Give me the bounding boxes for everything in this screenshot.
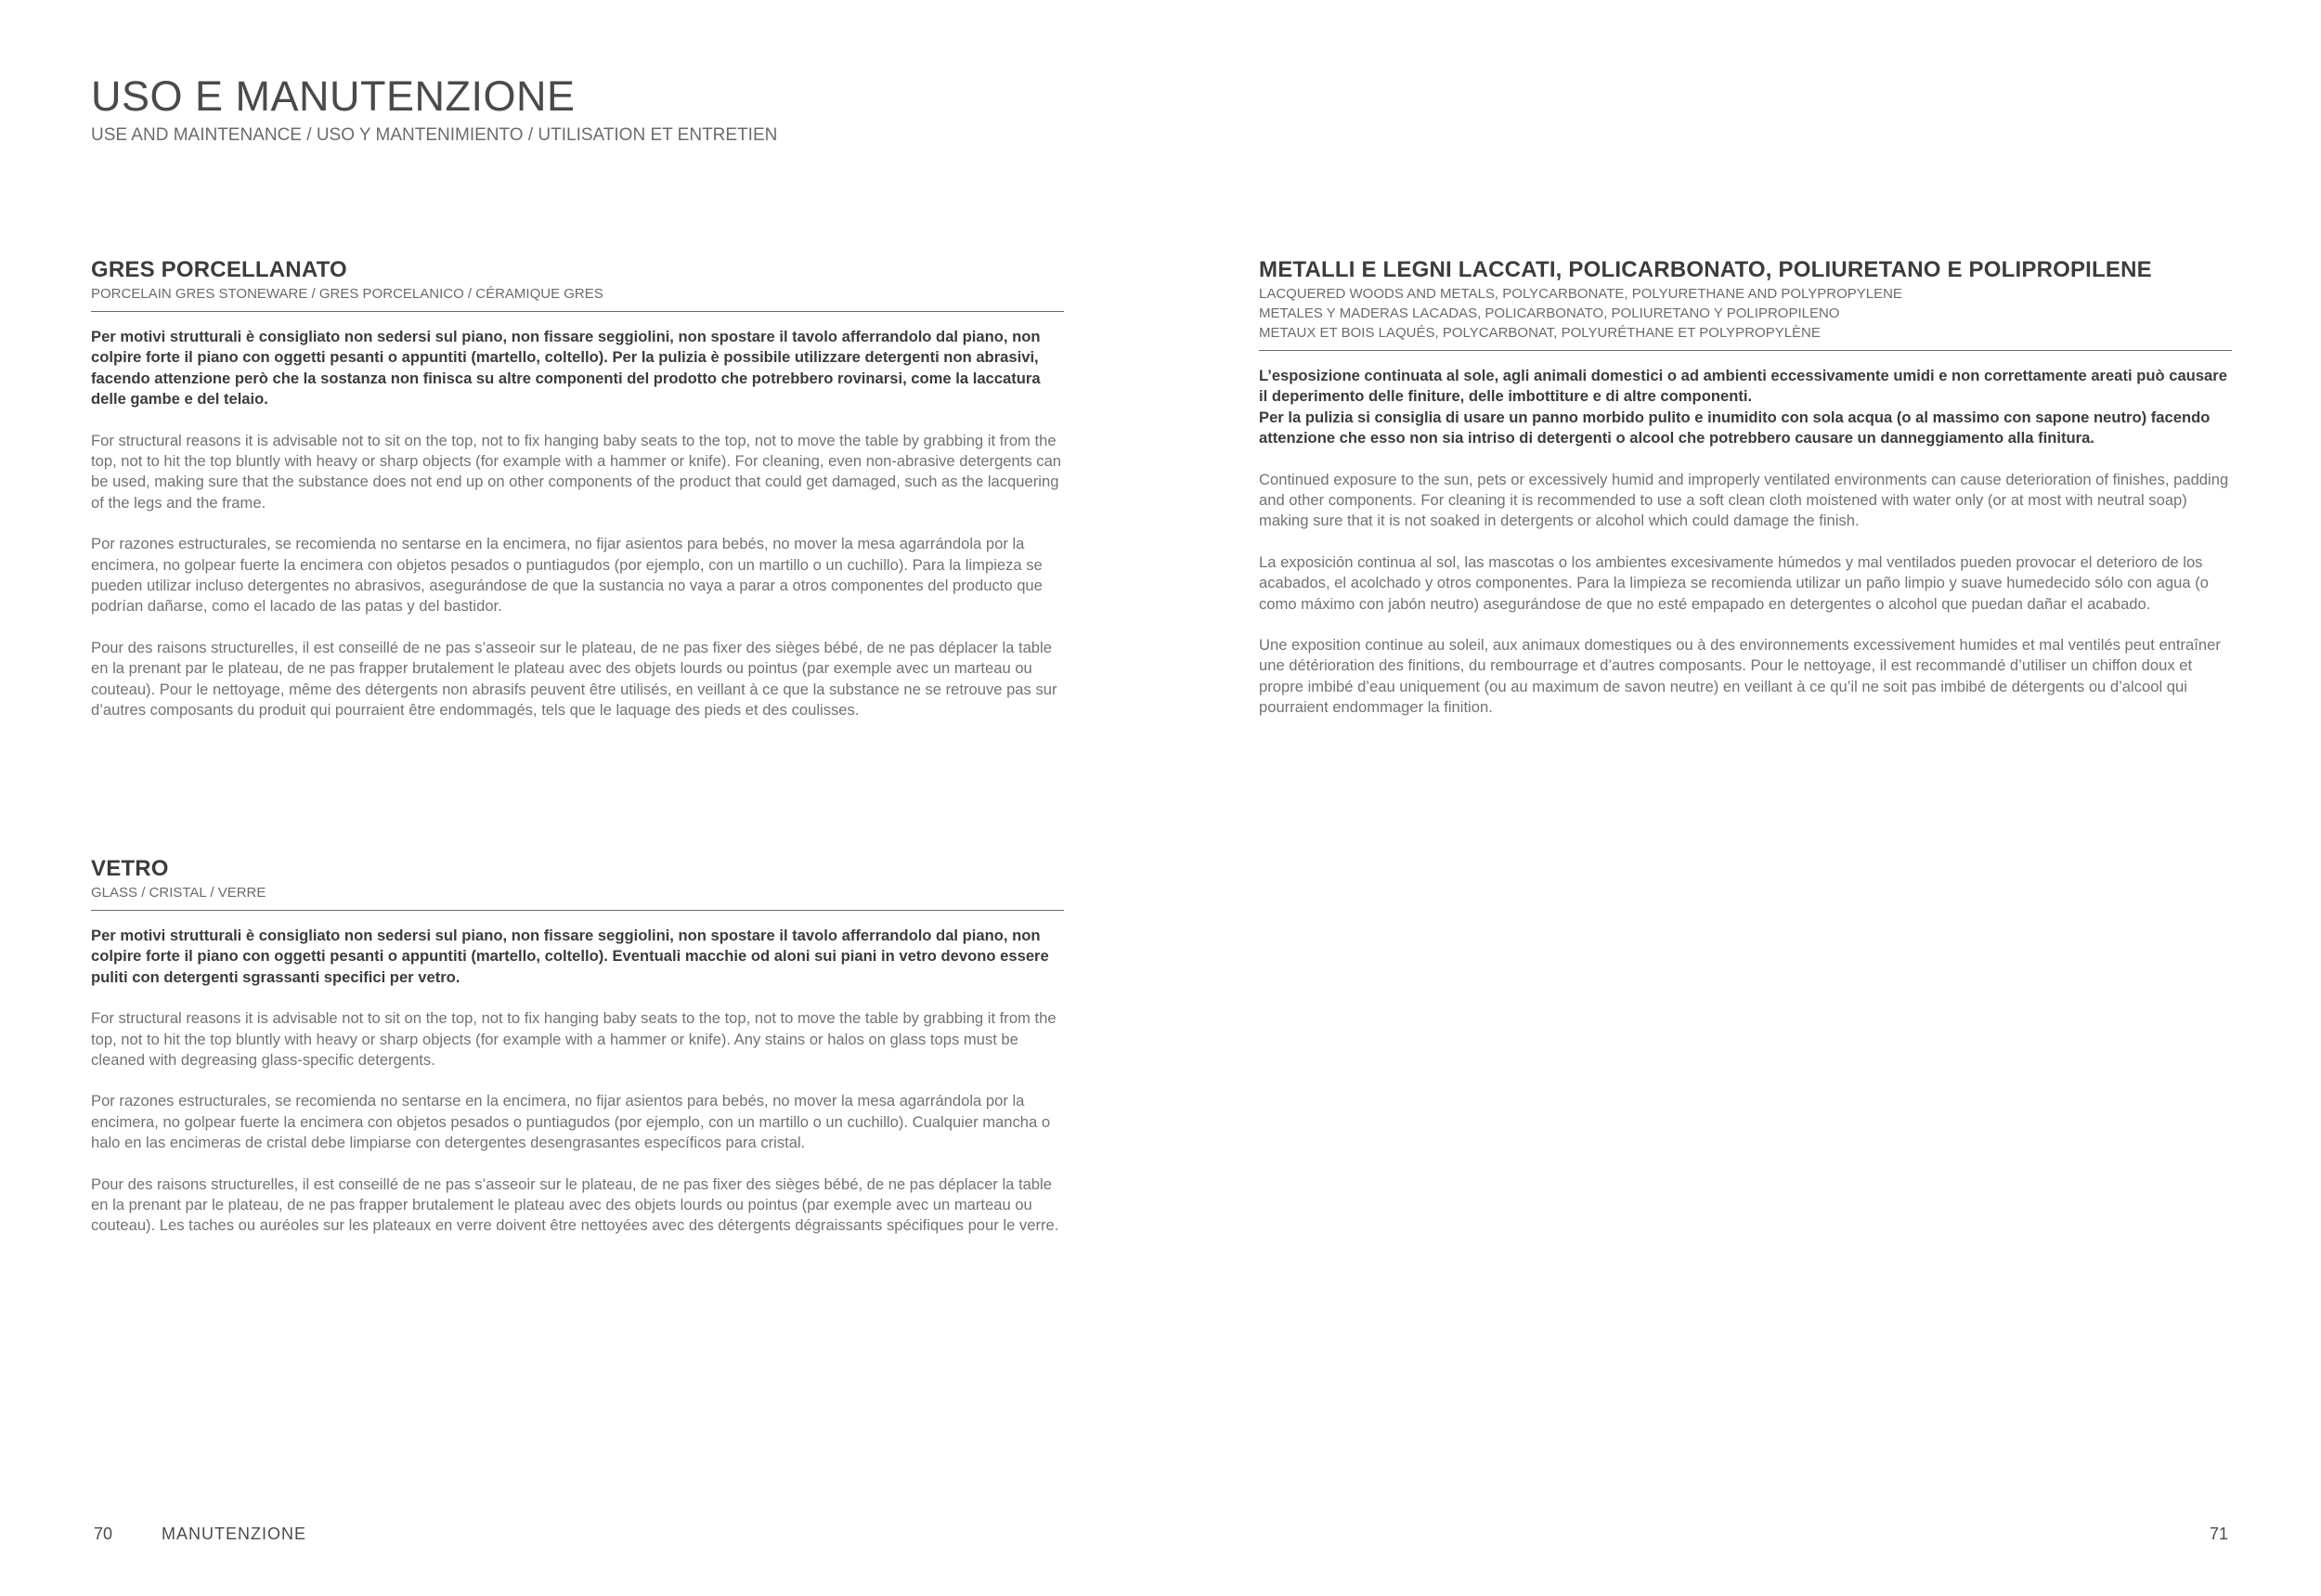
section-title: GRES PORCELLANATO [91, 257, 347, 282]
section-title: VETRO [91, 856, 169, 881]
paragraph-italian-1: L’esposizione continuata al sole, agli animali domestici o ad ambienti eccessivamente umidi e non correttamente areati può causare il deperimento delle finiture, delle imbottiture e di altre componenti. [1259, 367, 2227, 406]
section-subtitle-en: LACQUERED WOODS AND METALS, POLYCARBONATE, POLYURETHANE AND POLYPROPYLENE [1259, 286, 1902, 302]
paragraph-spanish: La exposición continua al sol, las mascotas o los ambientes excesivamente húmedos y mal ventilados pueden provocar el deterioro de los acabados, el acolchado y otros componentes. Para la limpieza se recomienda utilizar un paño limpio y suave humedecido sólo con agua (o como máximo con jabón neutro) asegurándose de que no esté empapado en detergentes o alcohol que puedan dañar el acabado. [1259, 552, 2209, 613]
section-divider [1259, 350, 2232, 351]
paragraph-spanish: Por razones estructurales, se recomienda no sentarse en la encimera, no fijar asientos para bebés, no mover la mesa agarrándola por la encimera, no golpear fuerte la encimera con objetos pesados o puntiagudos (por ejemplo, con un martillo o un cuchillo). Cualquier mancha o halo en las encimeras de cristal debe limpiarse con detergentes desengrasantes específicos para cristal. [91, 1092, 1051, 1152]
section-metalli-legni-laccati [1259, 256, 2232, 739]
paragraph-english: For structural reasons it is advisable not to sit on the top, not to fix hanging baby seats to the top, not to move the table by grabbing it from the top, not to hit the top bluntly with heavy or sharp objects (for example with a hammer or knife). For cleaning, even non-abrasive detergents can be used, making sure that the substance does not end up on other components of the product that could get damaged, such as the lacquering of the legs and the frame. [91, 431, 1062, 512]
section-divider [91, 910, 1064, 911]
page-subtitle: USE AND MAINTENANCE / USO Y MANTENIMIENTO / UTILISATION ET ENTRETIEN [91, 125, 778, 145]
paragraph-italian: Per motivi strutturali è consigliato non sedersi sul piano, non fissare seggiolini, non spostare il tavolo afferrandolo dal piano, non colpire forte il piano con oggetti pesanti o appuntiti (martello, coltello). Eventuali macchie od aloni sui piani in vetro devono essere puliti con detergenti sgrassanti specifici per vetro. [91, 927, 1049, 986]
page-header [91, 72, 1112, 147]
section-subtitle-fr: METAUX ET BOIS LAQUÉS, POLYCARBONAT, POLYURÉTHANE ET POLYPROPYLÈNE [1259, 325, 1821, 341]
footer-section-label: MANUTENZIONE [162, 1525, 307, 1543]
paragraph-english: For structural reasons it is advisable not to sit on the top, not to fix hanging baby seats to the top, not to move the table by grabbing it from the top, not to hit the top bluntly with heavy or sharp objects (for example with a hammer or knife). Any stains or halos on glass tops must be cleaned with degreasing glass-specific detergents. [91, 1009, 1057, 1070]
paragraph-english: Continued exposure to the sun, pets or excessively humid and improperly ventilated environments can cause deterioration of finishes, padding and other components. For cleaning it is recommended to use a soft clean cloth moistened with water only (or at most with neutral soap) making sure that it is not soaked in detergents or alcohol which could damage the finish. [1259, 470, 2229, 530]
paragraph-french: Une exposition continue au soleil, aux animaux domestiques ou à des environnements excessivement humides et mal ventilés peut entraîner une détérioration des finitions, du rembourrage et d’autres composants. Pour le nettoyage, il est recommandé d’utiliser un chiffon doux et propre imbibé d’eau uniquement (ou au maximum de savon neutre) en veillant à ce qu’il ne soit pas imbibé de détergents ou d’alcool qui pourraient endommager la finition. [1259, 636, 2221, 717]
page-title: USO E MANUTENZIONE [91, 72, 576, 120]
paragraph-french: Pour des raisons structurelles, il est conseillé de ne pas s’asseoir sur le plateau, de ne pas fixer des sièges bébé, de ne pas déplacer la table en la prenant par le plateau, de ne pas frapper brutalement le plateau avec des objets lourds ou pointus (par exemple avec un marteau ou couteau). Les taches ou auréoles sur les plateaux en verre doivent être nettoyées avec des détergents dégraissants spécifiques pour le verre. [91, 1174, 1059, 1235]
section-subtitle-es: METALES Y MADERAS LACADAS, POLICARBONATO, POLIURETANO Y POLIPROPILENO [1259, 305, 1840, 321]
section-divider [91, 311, 1064, 312]
paragraph-italian: Per motivi strutturali è consigliato non sedersi sul piano, non fissare seggiolini, non spostare il tavolo afferrandolo dal piano, non colpire forte il piano con oggetti pesanti o appuntiti (martello, coltello). Per la pulizia è possibile utilizzare detergenti non abrasivi, facendo attenzione però che la sostanza non finisca su altre componenti del prodotto che potrebbero rovinarsi, come la laccatura delle gambe e del telaio. [91, 328, 1041, 409]
page-number-left: 70 [94, 1525, 113, 1543]
section-subtitle: PORCELAIN GRES STONEWARE / GRES PORCELANICO / CÉRAMIQUE GRES [91, 286, 603, 302]
paragraph-spanish: Por razones estructurales, se recomienda no sentarse en la encimera, no fijar asientos para bebés, no mover la mesa agarrándola por la encimera, no golpear fuerte la encimera con objetos pesados o puntiagudos (por ejemplo, con un martillo o un cuchillo). Para la limpieza se pueden utilizar incluso detergentes no abrasivos, asegurándose de que la sustancia no vaya a parar a otros componentes del producto que podrían dañarse, como el lacado de las patas y del bastidor. [91, 535, 1043, 616]
page-number-right: 71 [2210, 1525, 2229, 1543]
paragraph-french: Pour des raisons structurelles, il est conseillé de ne pas s’asseoir sur le plateau, de ne pas fixer des sièges bébé, de ne pas déplacer la table en la prenant par le plateau, de ne pas frapper brutalement le plateau avec des objets lourds ou pointus (par exemple avec un marteau ou couteau). Pour le nettoyage, même des détergents non abrasifs peuvent être utilisés, en veillant à ce que la substance ne se retrouve pas sur d’autres composants du produit qui pourraient être endommagés, tels que le laquage des pieds et des coulisses. [91, 638, 1057, 720]
footer-left [94, 1525, 306, 1544]
section-gres-porcellanato [91, 256, 1064, 742]
section-subtitle: GLASS / CRISTAL / VERRE [91, 885, 266, 901]
paragraph-italian-2: Per la pulizia si consiglia di usare un panno morbido pulito e inumidito con sola acqua (o al massimo con sapone neutro) facendo attenzione che esso non sia intriso di detergenti o alcool che potrebbero causare un danneggiamento alla finitura. [1259, 408, 2211, 448]
section-title: METALLI E LEGNI LACCATI, POLICARBONATO, POLIURETANO E POLIPROPILENE [1259, 257, 2152, 282]
section-vetro [91, 855, 1064, 1257]
